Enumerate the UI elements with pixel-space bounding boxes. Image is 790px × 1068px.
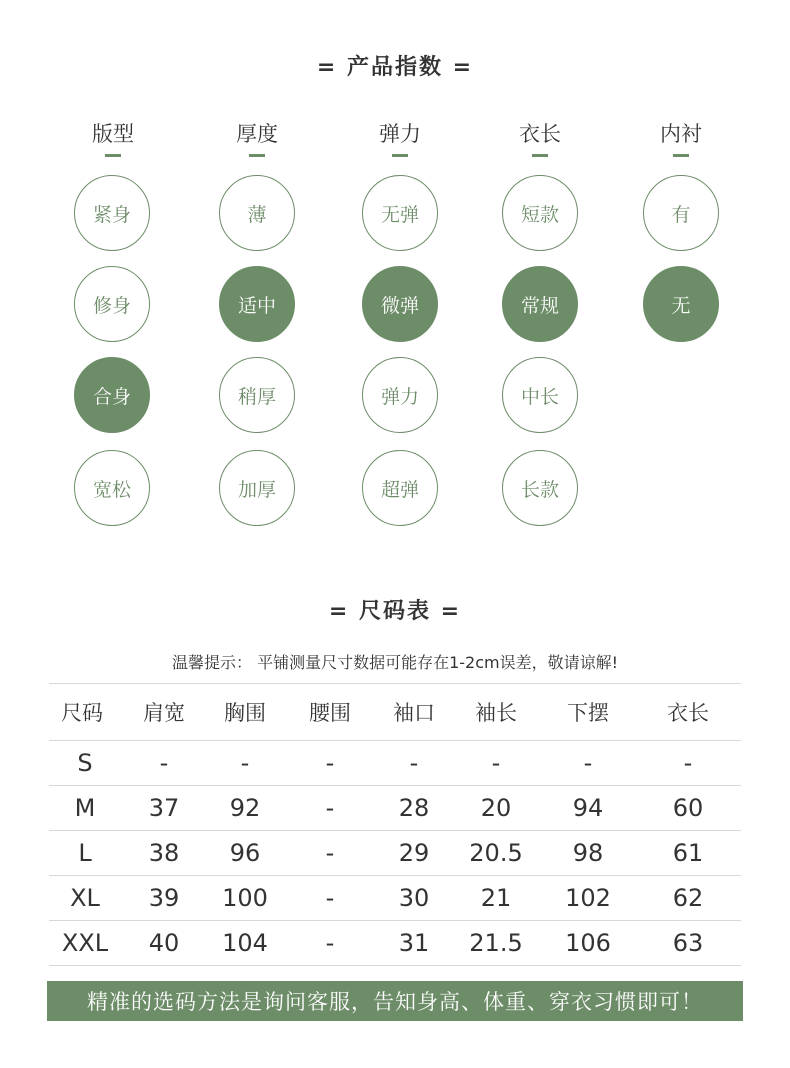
index-column-label: 厚度 <box>236 122 278 146</box>
table-header-cell: 肩宽 <box>143 701 185 725</box>
table-cell: 63 <box>672 929 704 957</box>
table-header-cell: 腰围 <box>309 701 351 725</box>
index-option: 加厚 <box>219 450 295 526</box>
index-column-label: 弹力 <box>379 122 421 146</box>
table-cell: 38 <box>148 839 180 867</box>
table-cell: 20.5 <box>469 839 523 867</box>
table-cell: - <box>325 794 335 822</box>
index-column-label: 衣长 <box>519 122 561 146</box>
index-option: 宽松 <box>74 450 150 526</box>
table-cell: 106 <box>565 929 611 957</box>
header-underline <box>392 154 408 157</box>
index-option: 有 <box>643 175 719 251</box>
table-cell: - <box>240 749 250 777</box>
index-column-header <box>350 118 450 157</box>
table-cell: - <box>409 749 419 777</box>
index-option: 短款 <box>502 175 578 251</box>
table-row <box>49 741 741 786</box>
table-cell: - <box>491 749 501 777</box>
table-cell: 37 <box>148 794 180 822</box>
size-label-cell: L <box>78 839 92 867</box>
product-index-title: = 产品指数 = <box>316 55 474 80</box>
table-cell: 94 <box>572 794 604 822</box>
table-cell: - <box>583 749 593 777</box>
table-cell: - <box>325 884 335 912</box>
table-header-cell: 下摆 <box>567 701 609 725</box>
size-label-cell: M <box>74 794 96 822</box>
table-header-cell: 衣长 <box>667 701 709 725</box>
table-cell: 61 <box>672 839 704 867</box>
table-cell: 21.5 <box>469 929 523 957</box>
header-underline <box>532 154 548 157</box>
sizing-advice-text: 精准的选码方法是询问客服，告知身高、体重、穿衣习惯即可！ <box>87 990 703 1014</box>
size-chart-title: = 尺码表 = <box>328 599 462 624</box>
table-cell: 92 <box>229 794 261 822</box>
table-row <box>49 831 741 876</box>
table-cell: 60 <box>672 794 704 822</box>
index-option: 微弹 <box>362 266 438 342</box>
table-cell: 96 <box>229 839 261 867</box>
size-table <box>49 683 741 966</box>
table-cell: 31 <box>398 929 430 957</box>
index-column-label: 内衬 <box>660 122 702 146</box>
index-option: 常规 <box>502 266 578 342</box>
index-option: 长款 <box>502 450 578 526</box>
table-row <box>49 876 741 921</box>
table-header-cell: 尺码 <box>61 701 103 725</box>
table-cell: 28 <box>398 794 430 822</box>
table-cell: 100 <box>222 884 268 912</box>
index-column-label: 版型 <box>92 122 134 146</box>
table-cell: 20 <box>480 794 512 822</box>
index-option: 弹力 <box>362 357 438 433</box>
index-option: 无弹 <box>362 175 438 251</box>
table-header-cell: 袖长 <box>475 701 517 725</box>
table-cell: 40 <box>148 929 180 957</box>
table-cell: 102 <box>565 884 611 912</box>
table-header-cell: 袖口 <box>393 701 435 725</box>
index-option: 无 <box>643 266 719 342</box>
index-column-header <box>631 118 731 157</box>
table-cell: 39 <box>148 884 180 912</box>
header-underline <box>105 154 121 157</box>
index-column-header <box>207 118 307 157</box>
table-cell: 29 <box>398 839 430 867</box>
table-cell: 62 <box>672 884 704 912</box>
measurement-tip: 温馨提示： 平铺测量尺寸数据可能存在1-2cm误差，敬请谅解! <box>171 653 619 672</box>
table-cell: - <box>325 839 335 867</box>
index-option: 超弹 <box>362 450 438 526</box>
index-column-header <box>63 118 163 157</box>
header-underline <box>249 154 265 157</box>
table-cell: - <box>159 749 169 777</box>
size-label-cell: S <box>77 749 93 777</box>
table-header-row <box>49 684 741 741</box>
sizing-advice-banner <box>47 981 743 1021</box>
table-row <box>49 921 741 966</box>
table-cell: 30 <box>398 884 430 912</box>
index-option: 合身 <box>74 357 150 433</box>
index-option: 紧身 <box>74 175 150 251</box>
size-label-cell: XL <box>70 884 100 912</box>
index-column-header <box>490 118 590 157</box>
header-underline <box>673 154 689 157</box>
index-option: 稍厚 <box>219 357 295 433</box>
table-cell: - <box>325 929 335 957</box>
table-header-cell: 胸围 <box>224 701 266 725</box>
table-cell: 98 <box>572 839 604 867</box>
index-option: 薄 <box>219 175 295 251</box>
table-cell: - <box>325 749 335 777</box>
table-cell: 21 <box>480 884 512 912</box>
index-option: 中长 <box>502 357 578 433</box>
size-label-cell: XXL <box>61 929 109 957</box>
table-cell: 104 <box>222 929 268 957</box>
table-row <box>49 786 741 831</box>
index-option: 适中 <box>219 266 295 342</box>
index-option: 修身 <box>74 266 150 342</box>
table-cell: - <box>683 749 693 777</box>
